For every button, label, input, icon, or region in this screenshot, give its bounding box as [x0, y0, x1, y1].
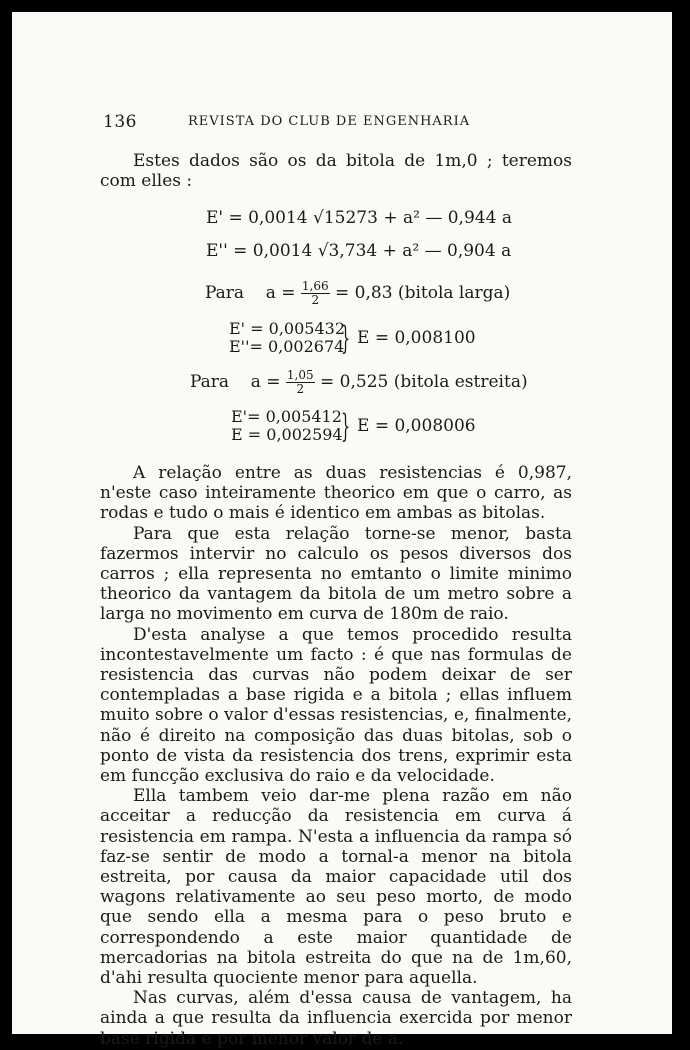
b1-result: E = 0,008100: [357, 328, 476, 348]
para1-label: Para: [205, 283, 245, 303]
para2-fraction: [286, 369, 315, 396]
brace-group-1: [229, 320, 345, 356]
body-text: [100, 463, 572, 1049]
equation-e2: E'' = 0,0014 √3,734 + a² — 0,904 a: [206, 241, 512, 261]
page-number: 136: [103, 112, 137, 132]
paragraph-4: Ella tambem veio dar-me plena razão em não acceitar a reducção da resistencia em curva á resistencia em rampa. N'esta a influencia da rampa só faz-se sentir de modo a tornal-a menor na bitola estreita, por causa da maior capacidade util dos wagons relativamente ao seu peso morto, de modo que sendo ella a mesma para o peso bruto e correspondendo a este maior quantidade de mercadorias na bitola estreita do que na de 1m,60, d'ahi resulta quociente menor para aquella.: [100, 786, 572, 989]
para1-rhs: = 0,83 (bitola larga): [335, 283, 511, 303]
para2-numerator: 1,05: [286, 368, 314, 382]
brace-icon: }: [341, 319, 351, 357]
equation-e1: E' = 0,0014 √15273 + a² — 0,944 a: [206, 208, 512, 228]
paragraph-3: D'esta analyse a que temos procedido resulta incontestavelmente um facto : é que nas formulas de resistencia das curvas não podem deixar de ser contempladas a base rigida e a bitola ; ellas influem muito sobre o valor d'essas resistencias, e, finalmente, não é direito na composição das duas bitolas, sob o ponto de vista da resistencia dos trens, exprimir esta em funcção exclusiva do raio e da velocidade.: [100, 624, 573, 787]
running-title: REVISTA DO CLUB DE ENGENHARIA: [188, 114, 471, 129]
intro-text: Estes dados são os da bitola de 1m,0 ; teremos com elles :: [100, 151, 572, 192]
intro-paragraph: [100, 151, 572, 191]
para1-lhs: a =: [265, 283, 296, 303]
b2-e2: E = 0,002594: [231, 425, 343, 444]
b2-e1: E'= 0,005412: [231, 407, 342, 426]
b1-e2: E''= 0,002674: [229, 337, 345, 356]
para2-rhs: = 0,525 (bitola estreita): [320, 372, 528, 392]
paragraph-1: A relação entre as duas resistencias é 0,987, n'este caso inteiramente theorico em que o carro, as rodas e tudo o mais é identico em ambas as bitolas.: [100, 463, 572, 524]
brace-icon: }: [341, 407, 351, 445]
equation-para2: [190, 369, 528, 396]
paragraph-5: Nas curvas, além d'essa causa de vantagem, ha ainda a que resulta da influencia exercida por menor base rigida e por menor valor de a.: [100, 988, 572, 1049]
b2-result: E = 0,008006: [357, 416, 476, 436]
para1-numerator: 1,66: [301, 279, 329, 293]
para2-lhs: a =: [250, 372, 281, 392]
brace-group-2: [231, 408, 343, 444]
para2-denominator: 2: [296, 382, 305, 396]
equation-para1: [205, 280, 510, 307]
paragraph-2: Para que esta relação torne-se menor, basta fazermos intervir no calculo os pesos diversos dos carros ; ella representa no emtanto o limite minimo theorico da vantagem da bitola de um metro sobre a larga no movimento em curva de 180m de raio.: [100, 523, 572, 625]
para1-denominator: 2: [311, 293, 320, 307]
para2-label: Para: [190, 372, 230, 392]
b1-e1: E' = 0,005432: [229, 319, 345, 338]
para1-fraction: [301, 280, 330, 307]
scan-edge: [673, 0, 678, 1050]
